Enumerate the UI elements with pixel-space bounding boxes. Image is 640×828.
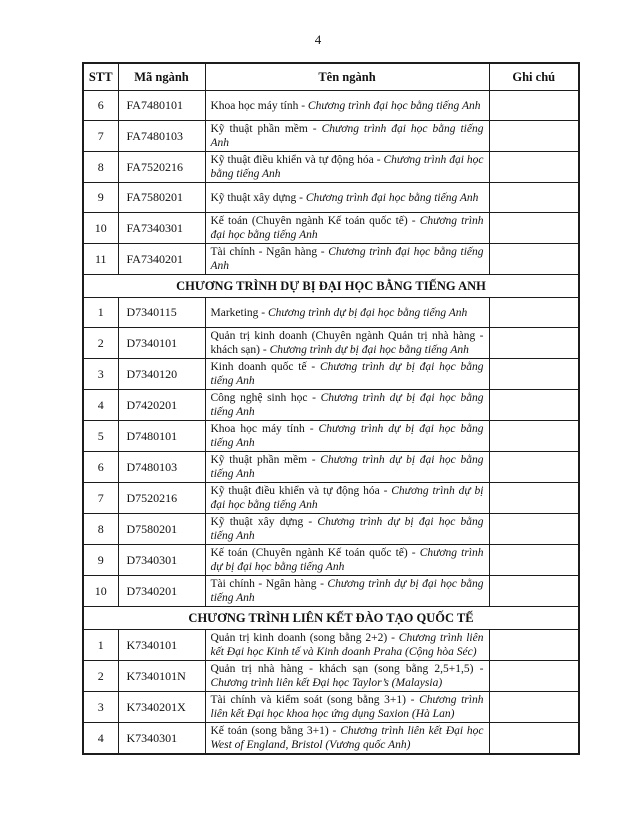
- table-row: [83, 630, 579, 661]
- program-name: Kỹ thuật phần mềm: [210, 454, 308, 466]
- table-row: [83, 692, 579, 723]
- table-row: [83, 661, 579, 692]
- program-name: Kế toán (Chuyên ngành Kế toán quốc tế): [210, 215, 408, 227]
- code-cell: FA7480101: [118, 91, 205, 121]
- program-description: Chương trình dự bị đại học bằng tiếng Anh: [210, 361, 484, 387]
- note-cell: [489, 692, 579, 723]
- program-name: Kỹ thuật xây dựng: [210, 516, 304, 528]
- table-row: [83, 723, 579, 755]
- code-cell: D7340115: [118, 298, 205, 328]
- code-cell: FA7480103: [118, 121, 205, 152]
- name-cell: Kế toán (Chuyên ngành Kế toán quốc tế) - Chương trình dự bị đại học bằng tiếng Anh: [205, 545, 489, 576]
- table-row: [83, 545, 579, 576]
- stt-cell: 10: [83, 576, 118, 607]
- table-header-row: [83, 63, 579, 91]
- program-name: Công nghệ sinh học: [210, 392, 308, 404]
- note-cell: [489, 421, 579, 452]
- name-cell: Công nghệ sinh học - Chương trình dự bị đại học bằng tiếng Anh: [205, 390, 489, 421]
- column-header: Ghi chú: [489, 63, 579, 91]
- table-row: [83, 298, 579, 328]
- name-cell: Kỹ thuật điều khiển và tự động hóa - Chương trình dự bị đại học bằng tiếng Anh: [205, 483, 489, 514]
- program-name: Quản trị nhà hàng - khách sạn (song bằng 2,5+1,5): [210, 663, 474, 675]
- code-cell: D7420201: [118, 390, 205, 421]
- note-cell: [489, 359, 579, 390]
- program-name: Tài chính - Ngân hàng: [210, 578, 317, 590]
- program-description: Chương trình dự bị đại học bằng tiếng Anh: [269, 344, 469, 356]
- header-row: [83, 63, 579, 91]
- programs-table: [82, 62, 580, 755]
- code-cell: FA7340301: [118, 213, 205, 244]
- name-cell: Quản trị kinh doanh (Chuyên ngành Quản trị nhà hàng - khách sạn) - Chương trình dự bị đại học bằng tiếng Anh: [205, 328, 489, 359]
- note-cell: [489, 328, 579, 359]
- program-name: Tài chính - Ngân hàng: [210, 246, 318, 258]
- program-name: Quản trị kinh doanh (song bằng 2+2): [210, 632, 388, 644]
- note-cell: [489, 213, 579, 244]
- note-cell: [489, 483, 579, 514]
- stt-cell: 7: [83, 483, 118, 514]
- code-cell: FA7580201: [118, 183, 205, 213]
- stt-cell: 6: [83, 91, 118, 121]
- name-cell: Kỹ thuật xây dựng - Chương trình đại học bằng tiếng Anh: [205, 183, 489, 213]
- code-cell: D7340201: [118, 576, 205, 607]
- stt-cell: 8: [83, 152, 118, 183]
- stt-cell: 7: [83, 121, 118, 152]
- note-cell: [489, 723, 579, 755]
- name-cell: Quản trị kinh doanh (song bằng 2+2) - Chương trình liên kết Đại học Kinh tế và Kinh doanh Praha (Cộng hòa Séc): [205, 630, 489, 661]
- program-name: Kế toán (song bằng 3+1): [210, 725, 329, 737]
- section-header-row: [83, 607, 579, 630]
- program-description: Chương trình dự bị đại học bằng tiếng Anh: [210, 454, 484, 480]
- table-row: [83, 183, 579, 213]
- name-cell: Kinh doanh quốc tế - Chương trình dự bị đại học bằng tiếng Anh: [205, 359, 489, 390]
- program-description: Chương trình dự bị đại học bằng tiếng Anh: [268, 306, 468, 319]
- note-cell: [489, 576, 579, 607]
- program-description: Chương trình dự bị đại học bằng tiếng Anh: [210, 485, 484, 511]
- code-cell: D7480103: [118, 452, 205, 483]
- program-description: Chương trình đại học bằng tiếng Anh: [307, 99, 481, 112]
- section-title: CHƯƠNG TRÌNH LIÊN KẾT ĐÀO TẠO QUỐC TẾ: [83, 607, 579, 630]
- name-cell: Kỹ thuật phần mềm - Chương trình dự bị đại học bằng tiếng Anh: [205, 452, 489, 483]
- column-header: STT: [83, 63, 118, 91]
- name-cell: Kỹ thuật phần mềm - Chương trình đại học bằng tiếng Anh: [205, 121, 489, 152]
- stt-cell: 1: [83, 630, 118, 661]
- note-cell: [489, 630, 579, 661]
- program-name: Kế toán (Chuyên ngành Kế toán quốc tế): [210, 547, 408, 559]
- program-name: Khoa học máy tính: [210, 99, 299, 112]
- program-description: Chương trình đại học bằng tiếng Anh: [210, 246, 484, 272]
- name-cell: Kỹ thuật xây dựng - Chương trình dự bị đại học bằng tiếng Anh: [205, 514, 489, 545]
- name-cell: Tài chính - Ngân hàng - Chương trình dự bị đại học bằng tiếng Anh: [205, 576, 489, 607]
- code-cell: D7340120: [118, 359, 205, 390]
- program-name: Marketing: [210, 306, 259, 319]
- note-cell: [489, 452, 579, 483]
- program-name: Tài chính và kiểm soát (song bằng 3+1): [210, 694, 406, 706]
- program-name: Kinh doanh quốc tế: [210, 361, 307, 373]
- name-cell: Quản trị nhà hàng - khách sạn (song bằng 2,5+1,5) - Chương trình liên kết Đại học Taylor’s (Malaysia): [205, 661, 489, 692]
- program-name: Khoa học máy tính: [210, 423, 305, 435]
- program-description: Chương trình liên kết Đại học West of England, Bristol (Vương quốc Anh): [210, 725, 484, 751]
- name-cell: Marketing - Chương trình dự bị đại học bằng tiếng Anh: [205, 298, 489, 328]
- name-cell: Kỹ thuật điều khiển và tự động hóa - Chương trình đại học bằng tiếng Anh: [205, 152, 489, 183]
- name-cell: Khoa học máy tính - Chương trình đại học bằng tiếng Anh: [205, 91, 489, 121]
- program-description: Chương trình liên kết Đại học Taylor’s (Malaysia): [210, 677, 443, 689]
- code-cell: D7580201: [118, 514, 205, 545]
- program-description: Chương trình đại học bằng tiếng Anh: [210, 215, 484, 241]
- table-row: [83, 121, 579, 152]
- note-cell: [489, 121, 579, 152]
- table-row: [83, 483, 579, 514]
- table-row: [83, 91, 579, 121]
- program-description: Chương trình dự bị đại học bằng tiếng Anh: [210, 516, 484, 542]
- code-cell: K7340101: [118, 630, 205, 661]
- name-cell: Kế toán (song bằng 3+1) - Chương trình liên kết Đại học West of England, Bristol (Vương quốc Anh): [205, 723, 489, 755]
- program-description: Chương trình dự bị đại học bằng tiếng Anh: [210, 578, 484, 604]
- note-cell: [489, 514, 579, 545]
- column-header: Mã ngành: [118, 63, 205, 91]
- program-description: Chương trình liên kết Đại học khoa học ứng dụng Saxion (Hà Lan): [210, 694, 484, 720]
- note-cell: [489, 661, 579, 692]
- name-cell: Tài chính - Ngân hàng - Chương trình đại học bằng tiếng Anh: [205, 244, 489, 275]
- stt-cell: 4: [83, 723, 118, 755]
- program-description: Chương trình dự bị đại học bằng tiếng Anh: [210, 547, 484, 573]
- note-cell: [489, 545, 579, 576]
- note-cell: [489, 183, 579, 213]
- name-cell: Kế toán (Chuyên ngành Kế toán quốc tế) - Chương trình đại học bằng tiếng Anh: [205, 213, 489, 244]
- section-header-row: [83, 275, 579, 298]
- program-name: Kỹ thuật điều khiển và tự động hóa: [210, 485, 380, 497]
- table-row: [83, 514, 579, 545]
- note-cell: [489, 152, 579, 183]
- stt-cell: 2: [83, 328, 118, 359]
- table-row: [83, 421, 579, 452]
- stt-cell: 2: [83, 661, 118, 692]
- code-cell: D7340101: [118, 328, 205, 359]
- code-cell: FA7340201: [118, 244, 205, 275]
- table-row: [83, 452, 579, 483]
- code-cell: FA7520216: [118, 152, 205, 183]
- code-cell: K7340301: [118, 723, 205, 755]
- program-name: Quản trị kinh doanh (Chuyên ngành Quản trị nhà hàng - khách sạn): [210, 330, 484, 356]
- note-cell: [489, 91, 579, 121]
- stt-cell: 4: [83, 390, 118, 421]
- program-name: Kỹ thuật phần mềm: [210, 123, 308, 135]
- program-description: Chương trình dự bị đại học bằng tiếng Anh: [210, 423, 484, 449]
- code-cell: D7480101: [118, 421, 205, 452]
- code-cell: K7340101N: [118, 661, 205, 692]
- table-row: [83, 213, 579, 244]
- program-description: Chương trình đại học bằng tiếng Anh: [210, 123, 484, 149]
- stt-cell: 1: [83, 298, 118, 328]
- table-row: [83, 390, 579, 421]
- program-description: Chương trình dự bị đại học bằng tiếng Anh: [210, 392, 484, 418]
- name-cell: Khoa học máy tính - Chương trình dự bị đại học bằng tiếng Anh: [205, 421, 489, 452]
- table-row: [83, 328, 579, 359]
- program-name: Kỹ thuật xây dựng: [210, 191, 297, 204]
- program-description: Chương trình đại học bằng tiếng Anh: [210, 154, 484, 180]
- column-header: Tên ngành: [205, 63, 489, 91]
- section-title: CHƯƠNG TRÌNH DỰ BỊ ĐẠI HỌC BẰNG TIẾNG ANH: [83, 275, 579, 298]
- note-cell: [489, 298, 579, 328]
- stt-cell: 8: [83, 514, 118, 545]
- stt-cell: 10: [83, 213, 118, 244]
- stt-cell: 6: [83, 452, 118, 483]
- stt-cell: 3: [83, 692, 118, 723]
- table-row: [83, 152, 579, 183]
- program-name: Kỹ thuật điều khiển và tự động hóa: [210, 154, 374, 166]
- table-row: [83, 359, 579, 390]
- table-row: [83, 244, 579, 275]
- note-cell: [489, 390, 579, 421]
- table-body: [83, 91, 579, 755]
- program-description: Chương trình liên kết Đại học Kinh tế và Kinh doanh Praha (Cộng hòa Séc): [210, 632, 484, 658]
- program-description: Chương trình đại học bằng tiếng Anh: [305, 191, 479, 204]
- name-cell: Tài chính và kiểm soát (song bằng 3+1) - Chương trình liên kết Đại học khoa học ứng dụng Saxion (Hà Lan): [205, 692, 489, 723]
- stt-cell: 9: [83, 183, 118, 213]
- code-cell: D7340301: [118, 545, 205, 576]
- code-cell: K7340201X: [118, 692, 205, 723]
- stt-cell: 9: [83, 545, 118, 576]
- note-cell: [489, 244, 579, 275]
- page-number: 4: [314, 32, 322, 47]
- code-cell: D7520216: [118, 483, 205, 514]
- stt-cell: 11: [83, 244, 118, 275]
- stt-cell: 5: [83, 421, 118, 452]
- table-row: [83, 576, 579, 607]
- stt-cell: 3: [83, 359, 118, 390]
